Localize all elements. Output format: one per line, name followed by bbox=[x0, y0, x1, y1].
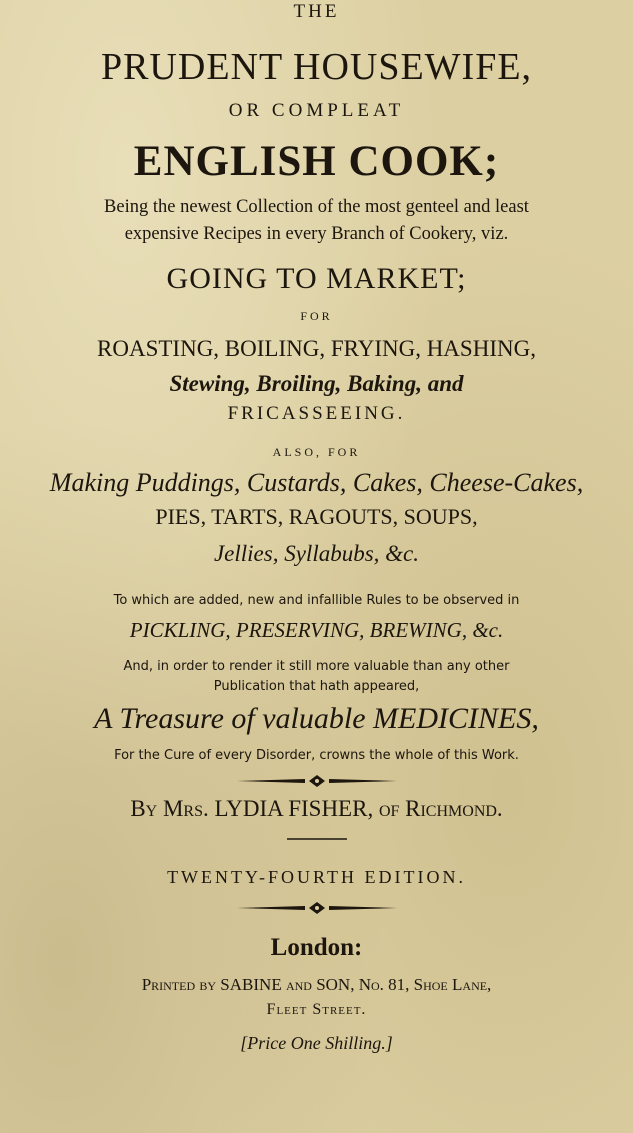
making-line-3: Jellies, Syllabubs, &c. bbox=[213, 541, 420, 566]
going-to-market: GOING TO MARKET; bbox=[166, 262, 467, 295]
making-line-2: PIES, TARTS, RAGOUTS, SOUPS, bbox=[155, 504, 478, 529]
also-for-label: ALSO, FOR bbox=[272, 445, 361, 459]
printer-line-1: Printed by SABINE and SON, No. 81, Shoe Lane, bbox=[141, 975, 492, 994]
methods-line-3: FRICASSEEING. bbox=[227, 403, 406, 424]
ornament-rule-2 bbox=[0, 898, 633, 918]
methods-line-2: Stewing, Broiling, Baking, and bbox=[169, 371, 464, 396]
or-compleat: OR COMPLEAT bbox=[228, 100, 405, 121]
printer-line-2: Fleet Street. bbox=[266, 1001, 367, 1018]
added-rules-line: To which are added, new and infallible Rules to be observed in bbox=[113, 593, 520, 608]
description-line-1: Being the newest Collection of the most genteel and least bbox=[104, 197, 529, 217]
edition-line: TWENTY-FOURTH EDITION. bbox=[167, 867, 466, 887]
ornament-rule-1 bbox=[0, 771, 633, 791]
cure-line: For the Cure of every Disorder, crowns the whole of this Work. bbox=[114, 748, 519, 763]
methods-line-1: ROASTING, BOILING, FRYING, HASHING, bbox=[97, 336, 536, 361]
price-line: [Price One Shilling.] bbox=[240, 1033, 393, 1053]
short-rule bbox=[0, 827, 633, 847]
for-label-1: FOR bbox=[300, 309, 333, 323]
treasure-line: A Treasure of valuable MEDICINES, bbox=[94, 702, 539, 735]
the-heading: THE bbox=[293, 1, 340, 22]
pickling-line: PICKLING, PRESERVING, BREWING, &c. bbox=[129, 618, 504, 642]
description-line-2: expensive Recipes in every Branch of Cookery, viz. bbox=[124, 224, 509, 244]
author-line: By Mrs. LYDIA FISHER, of Richmond. bbox=[130, 796, 503, 821]
english-cook-title: ENGLISH COOK; bbox=[133, 138, 500, 185]
making-line-1: Making Puddings, Custards, Cakes, Cheese-Cakes, bbox=[49, 468, 584, 497]
london-imprint: London: bbox=[270, 934, 363, 961]
book-title: PRUDENT HOUSEWIFE, bbox=[100, 46, 533, 88]
order-line-2: Publication that hath appeared, bbox=[213, 679, 420, 694]
order-line-1: And, in order to render it still more valuable than any other bbox=[123, 659, 510, 674]
